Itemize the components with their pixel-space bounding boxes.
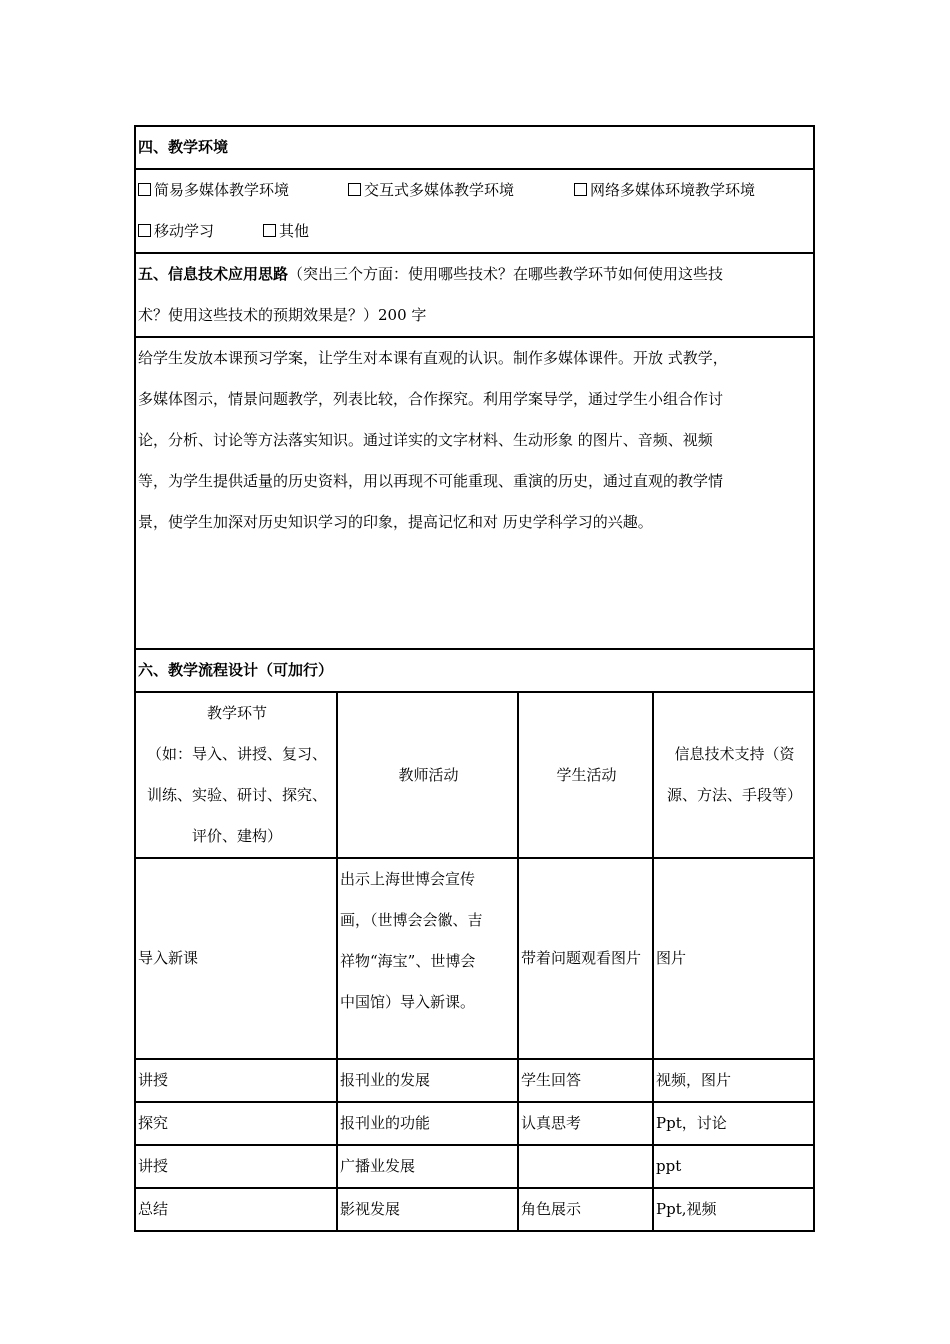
student-cell: 带着问题观看图片 (518, 858, 653, 1059)
stage-cell: 讲授 (135, 1059, 337, 1102)
body-line: 论，分析、讨论等方法落实知识。通过详实的文字材料、生动形象 的图片、音频、视频 (138, 431, 713, 449)
section5-title: 五、信息技术应用思路 (138, 265, 289, 283)
tech-cell: Ppt，讨论 (653, 1102, 814, 1145)
tech-cell: ppt (653, 1145, 814, 1188)
student-cell: 学生回答 (518, 1059, 653, 1102)
checkbox-icon[interactable] (263, 224, 276, 237)
env-option-other[interactable]: 其他 (263, 211, 309, 252)
stage-cell: 探究 (135, 1102, 337, 1145)
lesson-plan-table (134, 125, 815, 1232)
checkbox-icon[interactable] (138, 183, 151, 196)
section4-title: 四、教学环境 (135, 126, 814, 169)
teacher-cell: 报刊业的功能 (337, 1102, 518, 1145)
section6-title: 六、教学流程设计（可加行） (135, 649, 814, 692)
tech-cell: 图片 (653, 858, 814, 1059)
student-cell (518, 1145, 653, 1188)
header-stage: 教学环节 （如：导入、讲授、复习、 训练、实验、研讨、探究、 评价、建构） (135, 692, 337, 858)
student-cell: 角色展示 (518, 1188, 653, 1231)
stage-cell: 导入新课 (135, 858, 337, 1059)
header-student-activity: 学生活动 (518, 692, 653, 858)
env-option-simple[interactable]: 简易多媒体教学环境 (138, 170, 348, 211)
section5-header (135, 253, 814, 337)
tech-cell: 视频，图片 (653, 1059, 814, 1102)
checkbox-icon[interactable] (348, 183, 361, 196)
table-row (135, 1188, 814, 1231)
section5-body (135, 337, 814, 649)
section5-note-line2: 术？使用这些技术的预期效果是？）200 字 (138, 306, 427, 324)
checkbox-icon[interactable] (574, 183, 587, 196)
table-row (135, 1102, 814, 1145)
checkbox-icon[interactable] (138, 224, 151, 237)
table-row (135, 1059, 814, 1102)
stage-cell: 讲授 (135, 1145, 337, 1188)
tech-cell: Ppt,视频 (653, 1188, 814, 1231)
header-teacher-activity: 教师活动 (337, 692, 518, 858)
table-row (135, 858, 814, 1059)
teacher-cell: 广播业发展 (337, 1145, 518, 1188)
body-line: 给学生发放本课预习学案，让学生对本课有直观的认识。制作多媒体课件。开放 式教学， (138, 349, 728, 367)
teacher-cell: 出示上海世博会宣传 画，（世博会会徽、吉 祥物“海宝”、世博会 中国馆）导入新课。 (337, 858, 518, 1059)
environment-options (135, 169, 814, 253)
section5-note-line1: （突出三个方面：使用哪些技术？在哪些教学环节如何使用这些技 (288, 265, 724, 283)
stage-cell: 总结 (135, 1188, 337, 1231)
env-option-interactive[interactable]: 交互式多媒体教学环境 (348, 170, 574, 211)
body-line: 等，为学生提供适量的历史资料，用以再现不可能重现、重演的历史，通过直观的教学情 (138, 472, 724, 490)
body-line: 景，使学生加深对历史知识学习的印象，提高记忆和对 历史学科学习的兴趣。 (138, 513, 653, 531)
table-row (135, 1145, 814, 1188)
body-line: 多媒体图示，情景问题教学，列表比较，合作探究。利用学案导学，通过学生小组合作讨 (138, 390, 724, 408)
teacher-cell: 影视发展 (337, 1188, 518, 1231)
env-option-mobile[interactable]: 移动学习 (138, 211, 263, 252)
env-option-network[interactable]: 网络多媒体环境教学环境 (574, 170, 755, 211)
student-cell: 认真思考 (518, 1102, 653, 1145)
teacher-cell: 报刊业的发展 (337, 1059, 518, 1102)
header-tech-support: 信息技术支持（资 源、方法、手段等） (653, 692, 814, 858)
